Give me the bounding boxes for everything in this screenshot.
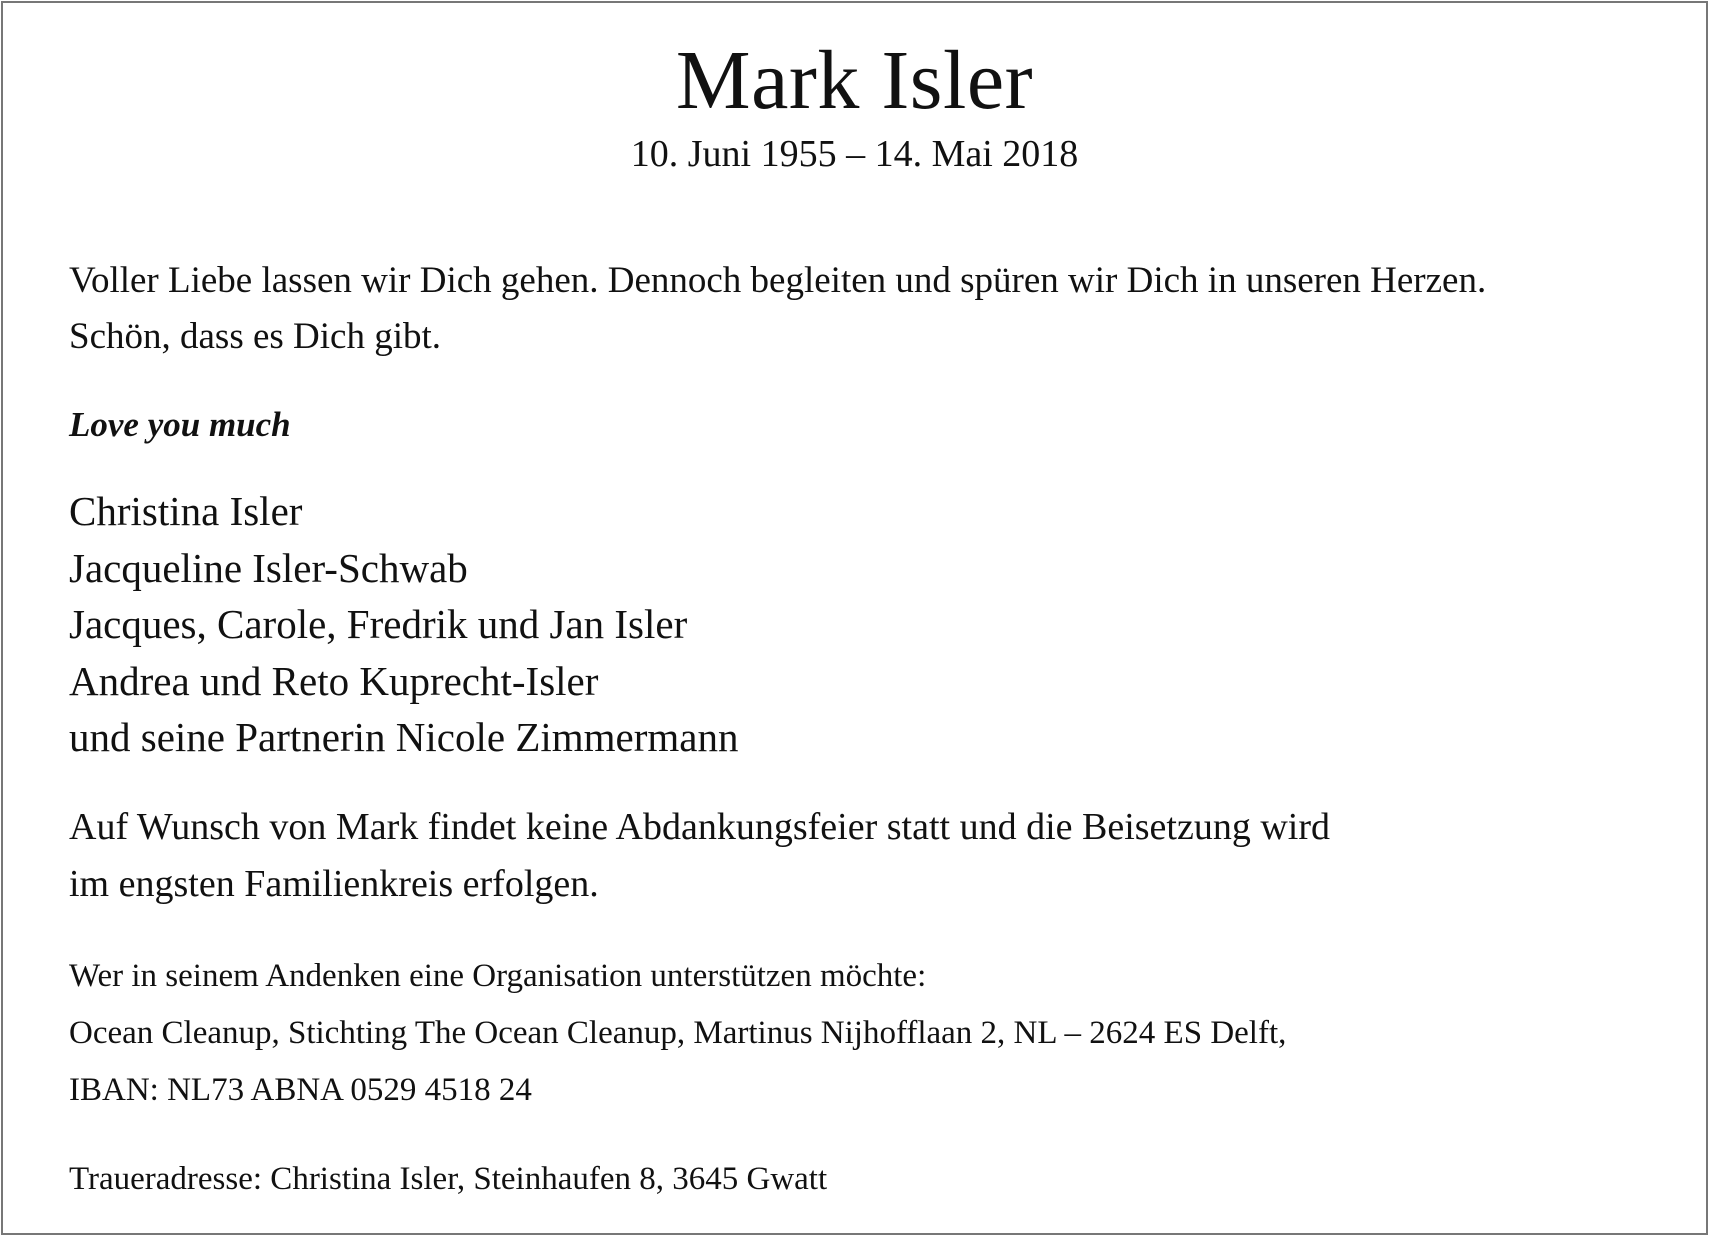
obituary-notice: [1, 1, 1708, 1235]
intro-line: Schön, dass es Dich gibt.: [69, 316, 442, 357]
deceased-name: Mark Isler: [675, 34, 1034, 127]
motto: Love you much: [69, 405, 291, 444]
donation-line: Wer in seinem Andenken eine Organisation unterstützen möchte:: [69, 958, 927, 994]
mourning-address: Traueradresse: Christina Isler, Steinhaufen 8, 3645 Gwatt: [69, 1161, 828, 1197]
intro-text: [69, 253, 1686, 365]
donation-iban: IBAN: NL73 ABNA 0529 4518 24: [69, 1072, 532, 1108]
family-member: Jacqueline Isler-Schwab: [69, 544, 468, 591]
family-list: [69, 483, 1686, 766]
ceremony-text: [69, 799, 1686, 913]
intro-line: Voller Liebe lassen wir Dich gehen. Dennoch begleiten und spüren wir Dich in unseren Herzen.: [69, 260, 1487, 301]
ceremony-line: im engsten Familienkreis erfolgen.: [69, 863, 599, 905]
life-dates: 10. Juni 1955 – 14. Mai 2018: [630, 133, 1079, 175]
family-member: und seine Partnerin Nicole Zimmermann: [69, 714, 739, 760]
family-member: Jacques, Carole, Fredrik und Jan Isler: [69, 601, 688, 647]
donation-info: [69, 948, 1686, 1119]
donation-line: Ocean Cleanup, Stichting The Ocean Cleanup, Martinus Nijhofflaan 2, NL – 2624 ES Delft,: [69, 1015, 1287, 1051]
family-member: Andrea und Reto Kuprecht-Isler: [69, 657, 599, 704]
family-member: Christina Isler: [69, 488, 303, 534]
ceremony-line: Auf Wunsch von Mark findet keine Abdankungsfeier statt und die Beisetzung wird: [69, 806, 1330, 848]
